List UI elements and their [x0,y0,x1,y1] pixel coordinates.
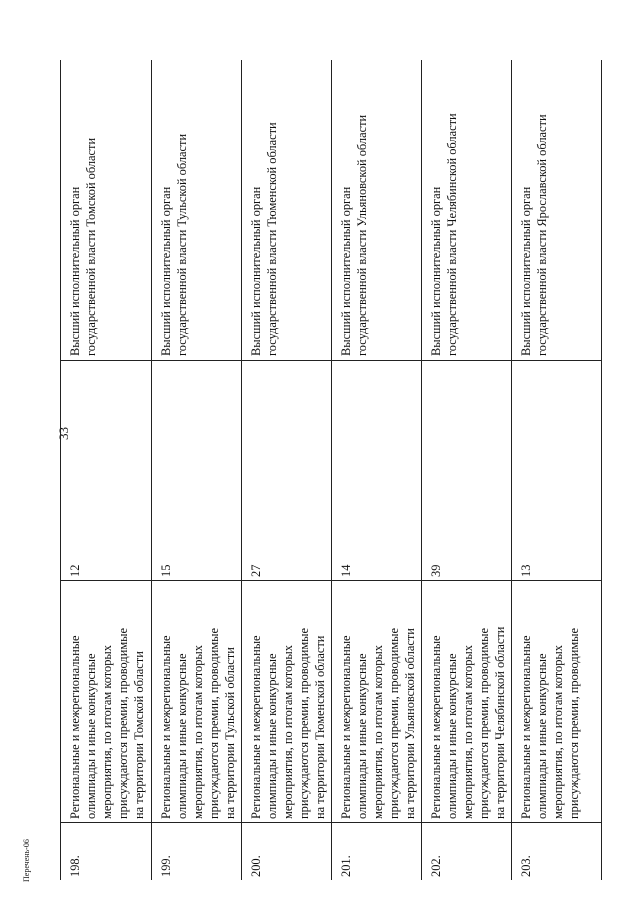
organizer-line: Высший исполнительный орган [339,186,353,356]
event-name-line: олимпиады и иные конкурсные [175,653,189,819]
event-name-line: мероприятия, по итогам которых [281,645,295,819]
event-name-line: олимпиады и иные конкурсные [84,653,98,819]
event-name-line: мероприятия, по итогам которых [100,645,114,819]
event-name-line: мероприятия, по итогам которых [191,645,205,819]
olympiad-table [60,60,602,880]
row-number-line: 202. [429,855,443,877]
event-name-cell [242,580,332,823]
event-count-cell [512,360,602,581]
event-name-cell [422,580,512,823]
organizer-cell [61,60,151,360]
event-name-line: мероприятия, по итогам которых [461,645,475,819]
event-count-line: 12 [68,564,82,577]
organizer-cell [422,60,512,360]
event-name-line: на территории Томской области [132,651,146,819]
event-count-cell [332,360,422,581]
table-row [61,60,151,880]
event-name-line: на территории Тульской области [223,647,237,819]
event-name-line: Региональные и межрегиональные [429,635,443,819]
organizer-line: Высший исполнительный орган [159,186,173,356]
organizer-line: государственной власти Тюменской области [265,122,279,356]
event-name-cell [61,580,151,823]
event-count-cell [242,360,332,581]
event-name-line: Региональные и межрегиональные [339,635,353,819]
event-count-line: 39 [429,564,443,577]
organizer-line: государственной власти Ульяновской области [355,114,369,356]
event-name-line: олимпиады и иные конкурсные [355,653,369,819]
event-count-cell [422,360,512,581]
document-footer-mark: Перечень-06 [22,839,31,882]
event-name-line: на территории Челябинской области [493,626,507,819]
table-row [241,60,332,880]
event-count-cell [61,360,151,581]
event-name-line: присуждаются премии, проводимые [116,628,130,819]
event-name-line: мероприятия, по итогам которых [551,645,565,819]
table-row [331,60,422,880]
table-row [421,60,512,880]
organizer-line: государственной власти Тульской области [175,133,189,356]
organizer-cell [152,60,242,360]
event-name-line: на территории Ульяновской области [403,628,417,819]
event-count-line: 27 [249,564,263,577]
organizer-line: Высший исполнительный орган [429,186,443,356]
event-name-line: олимпиады и иные конкурсные [445,653,459,819]
row-number-line: 203. [519,855,533,877]
organizer-cell [332,60,422,360]
event-name-line: мероприятия, по итогам которых [371,645,385,819]
event-count-line: 14 [339,564,353,577]
row-number-cell [61,822,151,881]
row-number-line: 201. [339,855,353,877]
row-number-cell [512,822,602,881]
organizer-line: государственной власти Челябинской области [445,113,459,356]
event-name-line: Региональные и межрегиональные [68,635,82,819]
event-name-line: присуждаются премии, проводимые [567,628,581,819]
event-name-line: присуждаются премии, проводимые [387,628,401,819]
organizer-line: государственной власти Томской области [84,137,98,356]
organizer-cell [512,60,602,360]
event-count-cell [152,360,242,581]
page-number: 33 [56,427,71,440]
event-name-line: присуждаются премии, проводимые [477,628,491,819]
table-row [151,60,242,880]
row-number-line: 199. [159,855,173,877]
event-count-line: 15 [159,564,173,577]
event-name-line: Региональные и межрегиональные [519,635,533,819]
event-name-line: присуждаются премии, проводимые [297,628,311,819]
event-name-cell [332,580,422,823]
event-name-line: Региональные и межрегиональные [159,635,173,819]
row-number-cell [332,822,422,881]
event-name-cell [152,580,242,823]
organizer-line: Высший исполнительный орган [68,186,82,356]
event-count-line: 13 [519,564,533,577]
organizer-cell [242,60,332,360]
row-number-line: 198. [68,855,82,877]
event-name-line: олимпиады и иные конкурсные [535,653,549,819]
organizer-line: Высший исполнительный орган [519,186,533,356]
event-name-line: олимпиады и иные конкурсные [265,653,279,819]
row-number-cell [242,822,332,881]
event-name-line: на территории Тюменской области [313,635,327,819]
row-number-cell [152,822,242,881]
row-number-cell [422,822,512,881]
table-row [511,60,602,880]
event-name-cell [512,580,602,823]
row-number-line: 200. [249,855,263,877]
event-name-line: присуждаются премии, проводимые [207,628,221,819]
event-name-line: Региональные и межрегиональные [249,635,263,819]
organizer-line: Высший исполнительный орган [249,186,263,356]
organizer-line: государственной власти Ярославской области [535,114,549,356]
